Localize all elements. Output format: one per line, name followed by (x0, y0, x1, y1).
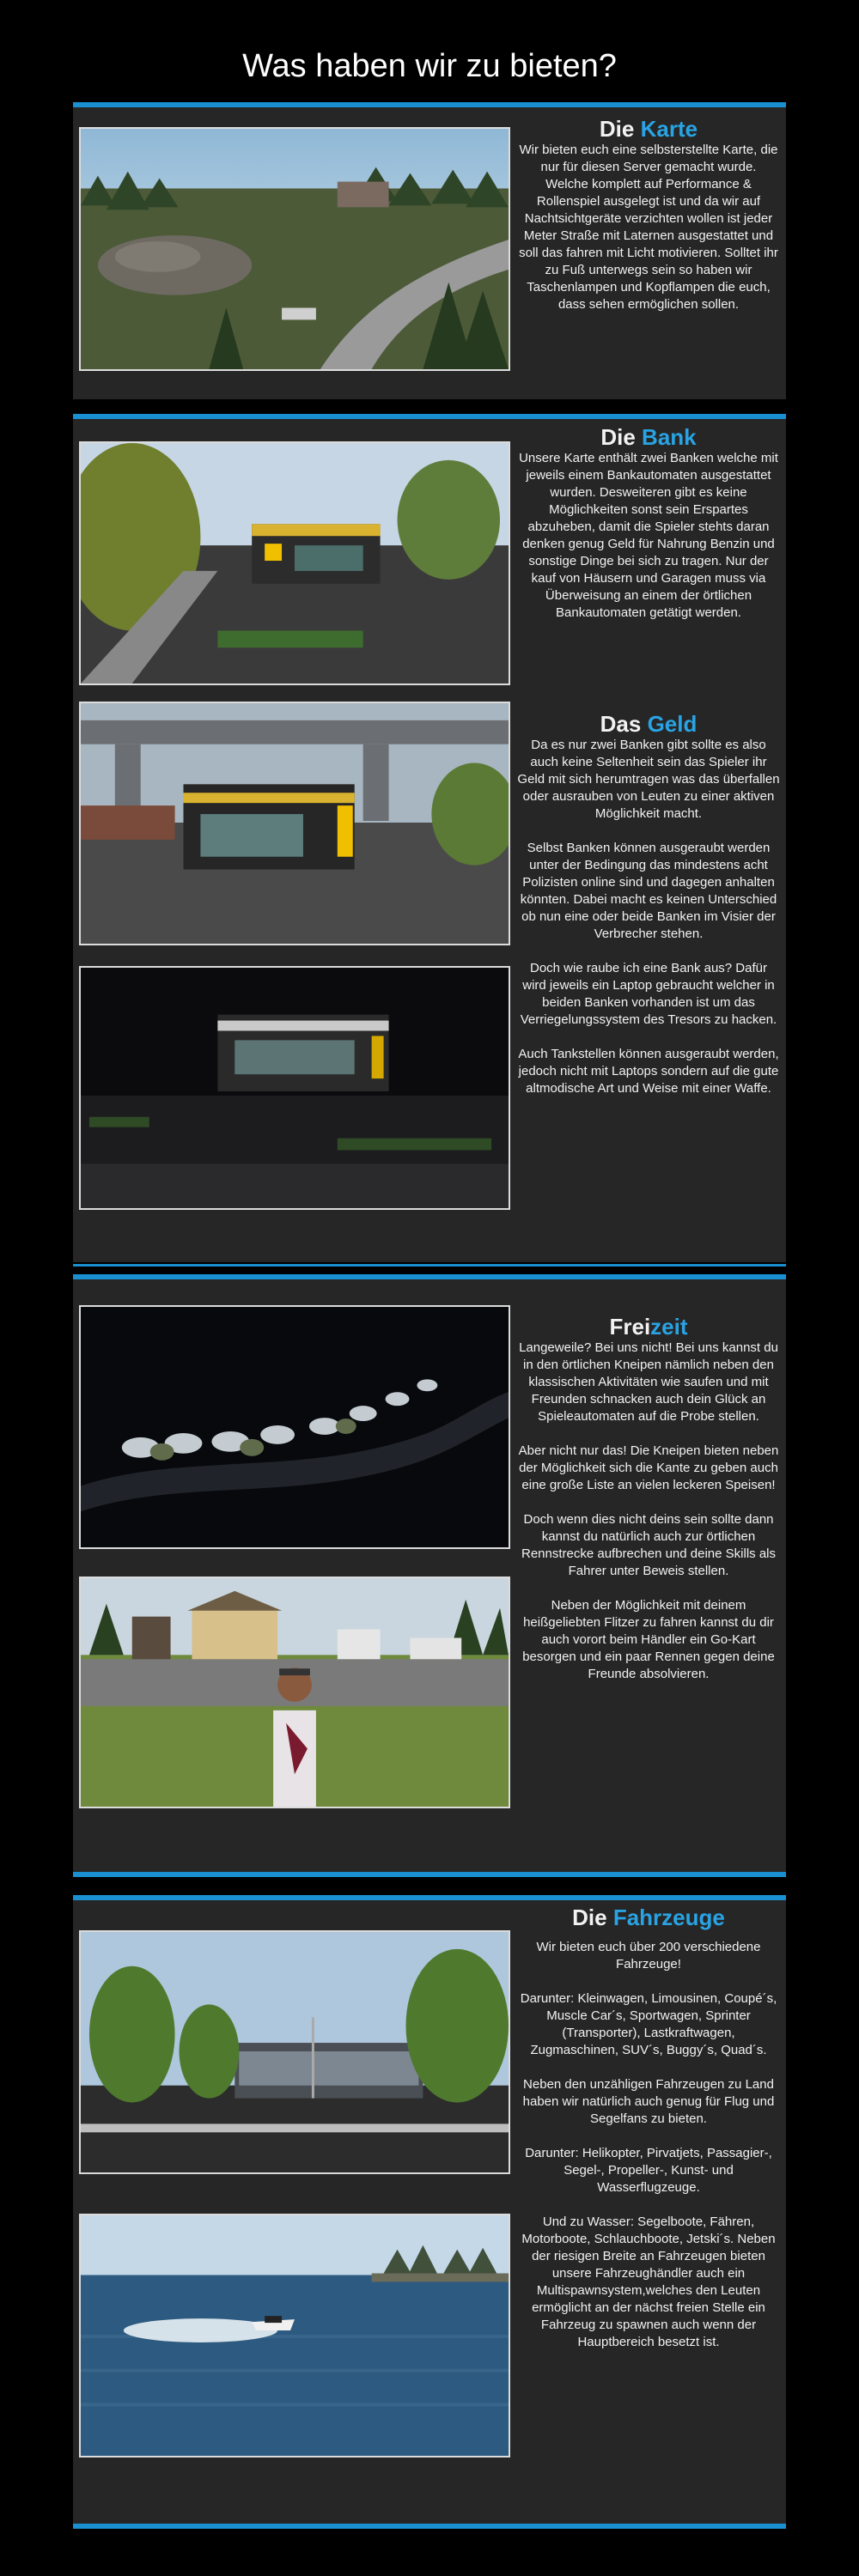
title-accent: Karte (640, 116, 698, 142)
fahrzeuge-text (517, 1905, 780, 2351)
title-plain: Die (600, 424, 643, 450)
map-screenshot (79, 127, 510, 371)
section-title (517, 1314, 780, 1340)
geld-text (517, 711, 780, 1097)
paragraph: Langeweile? Bei uns nicht! Bei uns kannst du in den örtlichen Kneipen nämlich neben den klassischen Aktivitäten wie saufen und mit Freunden schnacken auch dein Glück an Spieleautomaten auf die Probe stellen. (519, 1340, 778, 1424)
boat-screenshot (79, 2214, 510, 2458)
section-title (517, 1905, 780, 1930)
dealership-screenshot (79, 1930, 510, 2174)
paragraph: Doch wie raube ich eine Bank aus? Dafür wird jeweils ein Laptop gebraucht welcher in beiden Banken vorhanden ist um das Verriegelungssystem des Tresors zu hacken. (520, 961, 777, 1027)
paragraph: Neben den unzähligen Fahrzeugen zu Land haben wir natürlich auch genug für Flug und Segelfans zu bieten. (522, 2077, 775, 2126)
section-divider (73, 1872, 786, 1877)
karte-text (517, 116, 780, 313)
paragraph: Wir bieten euch über 200 verschiedene Fahrzeuge! (536, 1940, 761, 1971)
racetrack-night-screenshot (79, 1305, 510, 1549)
paragraph: Darunter: Kleinwagen, Limousinen, Coupé´s, Muscle Car´s, Sportwagen, Sprinter (Transporter), Lastkraftwagen, Zugmaschinen, SUV´s, Buggy´s, Quad´s. (520, 1991, 777, 2057)
section-title (517, 424, 780, 450)
paragraph: Doch wenn dies nicht deins sein sollte dann kannst du natürlich auch zur örtlichen Rennstrecke aufbrechen und deine Skills als Fahrer unter Beweis stellen. (521, 1512, 776, 1578)
title-plain: Frei (609, 1314, 651, 1340)
paragraph: Welche komplett auf Performance & Rollenspiel ausgelegt ist und da wir auf Nachtsichtgeräte verzichten wollen ist jeder Meter Straße mit Laternen ausgestattet und soll das fahren mit Licht motivieren. Solltet ihr zu Fuß unterwegs sein so haben wir Taschenlampen und Kopflampen die euch, dass sehen ermöglichen sollen. (519, 177, 778, 312)
paragraph: Aber nicht nur das! Die Kneipen bieten neben der Möglichkeit sich die Kante zu geben auch eine große Liste an vielen leckeren Speisen! (518, 1443, 779, 1492)
title-accent: zeit (650, 1314, 688, 1340)
paragraph: Wir bieten euch eine selbsterstellte Karte, die nur für diesen Server gemacht wurde. (519, 143, 778, 174)
section-divider (73, 2524, 786, 2529)
freizeit-text (517, 1314, 780, 1683)
title-plain: Die (572, 1905, 613, 1930)
bank-exterior-screenshot (79, 702, 510, 945)
paragraph: Da es nur zwei Banken gibt sollte es also auch keine Seltenheit sein das Spieler ihr Geld mit sich herumtragen was das überfallen oder ausrauben von Leuten zu einer aktiven Möglichkeit macht. (517, 738, 780, 821)
paragraph: Unsere Karte enthält zwei Banken welche mit jeweils einem Bankautomaten ausgestattet wurden. Desweiteren gibt es keine Möglichkeiten sonst sein Erspartes abzuheben, damit die Spieler stehts daran denken genug Geld für Nahrung Benzin und sonstige Dinge bei sich zu tragen. Nur der kauf von Häusern und Garagen muss via Überweisung an einem der örtlichen Bankautomaten getätigt werden. (519, 451, 778, 620)
paragraph: Selbst Banken können ausgeraubt werden unter der Bedingung das mindestens acht Polizisten online sind und dagegen anhalten könnten. Dabei macht es keinen Unterschied ob nun eine oder beide Banken im Visier der Verbrecher stehen. (520, 841, 777, 941)
paragraph: Darunter: Helikopter, Pirvatjets, Passagier-, Segel-, Propeller-, Kunst- und Wasserflugzeuge. (525, 2146, 772, 2195)
bank-text (517, 424, 780, 622)
paragraph: Auch Tankstellen können ausgeraubt werden, jedoch nicht mit Laptops sondern auf die gute altmodische Art und Weise mit einer Waffe. (518, 1047, 779, 1096)
player-screenshot (79, 1577, 510, 1808)
page-title: Was haben wir zu bieten? (242, 48, 617, 84)
title-accent: Geld (647, 711, 698, 737)
title-plain: Das (600, 711, 648, 737)
paragraph: Und zu Wasser: Segelboote, Fähren, Motorboote, Schlauchboote, Jetski´s. Neben der riesigen Breite an Fahrzeugen bieten unsere Fahrzeughändler auch ein Multispawnsystem,welches den Leuten ermöglicht an der nächst freien Stelle ein Fahrzeug zu spawnen auch wenn der Hauptbereich besetzt ist. (521, 2215, 776, 2349)
title-accent: Bank (642, 424, 697, 450)
section-title (517, 116, 780, 142)
title-plain: Die (599, 116, 641, 142)
bank-day-screenshot (79, 441, 510, 685)
section-divider (73, 1264, 786, 1267)
bank-night-screenshot (79, 966, 510, 1210)
title-accent: Fahrzeuge (612, 1905, 725, 1930)
section-title (517, 711, 780, 737)
paragraph: Neben der Möglichkeit mit deinem heißgeliebten Flitzer zu fahren kannst du dir auch vorort beim Händler ein Go-Kart besorgen und ein paar Rennen gegen deine Freunde absolvieren. (522, 1598, 775, 1681)
